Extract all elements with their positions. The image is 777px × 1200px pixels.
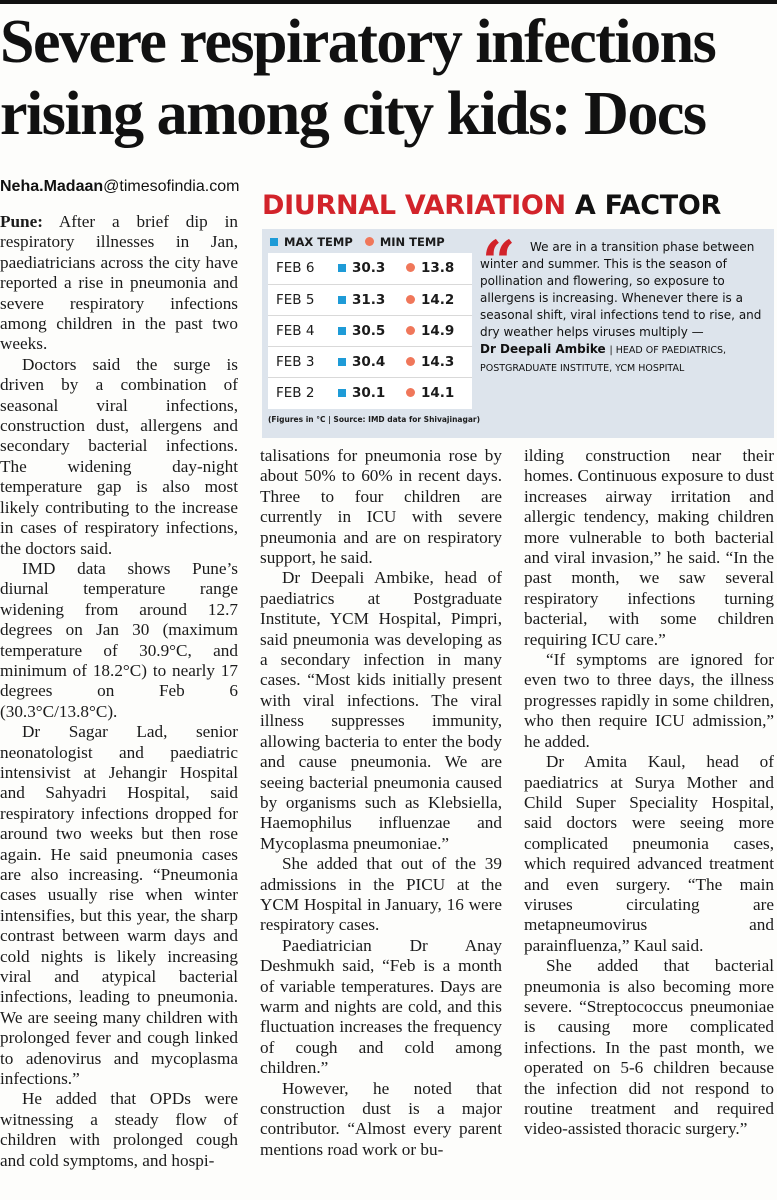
max-temp-value: 31.3 [352, 292, 386, 308]
blue-square-icon [270, 238, 278, 246]
table-row [268, 315, 472, 347]
min-temp-value: 13.8 [421, 260, 455, 276]
blue-square-icon [338, 264, 346, 272]
row-date: FEB 2 [276, 385, 315, 401]
info-box [262, 185, 774, 438]
orange-dot-icon [406, 263, 415, 272]
paragraph: talisations for pneumonia rose by about 50% to 60% in recent days. Three to four children are currently in ICU with severe pneumonia and are on respiratory support, he said. [260, 446, 502, 568]
max-temp-value: 30.4 [352, 354, 386, 370]
max-temp-value: 30.1 [352, 385, 386, 401]
quote-mark-icon: “ [482, 228, 516, 296]
headline: Severe respiratory infections rising among city kids: Docs [0, 8, 716, 148]
blue-square-icon [338, 296, 346, 304]
blue-square-icon [338, 389, 346, 397]
top-rule [0, 0, 777, 4]
quote-text [480, 239, 770, 377]
row-min-temp [406, 292, 454, 308]
table-row [268, 346, 472, 378]
paragraph: She added that out of the 39 admissions in the PICU at the YCM Hospital in January, 16 were respiratory cases. [260, 854, 502, 935]
quote-designation: | HEAD OF PAEDIATRICS, POSTGRADUATE INSTITUTE, YCM HOSPITAL [480, 345, 727, 374]
row-date: FEB 3 [276, 354, 315, 370]
paragraph: However, he noted that construction dust is a major contributor. “Almost every parent mentions road work or bu- [260, 1078, 502, 1159]
row-max-temp [338, 323, 385, 339]
legend-max-label: MAX TEMP [284, 235, 353, 249]
row-min-temp [406, 323, 454, 339]
max-temp-value: 30.3 [352, 260, 386, 276]
info-box-title [262, 185, 774, 227]
row-max-temp [338, 292, 385, 308]
info-box-title-red: DIURNAL VARIATION [262, 190, 566, 221]
paragraph-text: After a brief dip in respiratory illnesses in Jan, paediatricians across the city have reported a rise in pneumonia and severe respiratory infections among children in the past two weeks. [0, 212, 238, 354]
row-min-temp [406, 385, 454, 401]
table-row [268, 253, 472, 284]
paragraph: Dr Deepali Ambike, head of paediatrics at Postgraduate Institute, YCM Hospital, Pimpri, said pneumonia was developing as a secondary infection in many cases. “Most kids initially present with viral infections. The viral illness suppresses immunity, allowing bacteria to enter the body and cause pneumonia. We are seeing bacterial pneumonia caused by organisms such as Klebsiella, Haemophilus influenzae and Mycoplasma pneumoniae.” [260, 568, 502, 853]
paragraph: “If symptoms are ignored for even two to three days, the illness progresses rapidly in some children, who then require ICU admission,” he added. [524, 650, 774, 751]
paragraph: Doctors said the surge is driven by a combination of seasonal viral infections, construction dust, allergens and secondary bacterial infections. The widening day-night temperature gap is also most likely contributing to the increase in cases of respiratory infections, the doctors said. [0, 354, 238, 558]
row-min-temp [406, 354, 454, 370]
info-box-title-black: A FACTOR [574, 190, 722, 221]
quote-body: We are in a transition phase between winter and summer. This is the season of pollination and flowering, so exposure to allergens is increasing. Whenever there is a seasonal shift, viral infections tend to rise, and dry weather helps viruses multiply — [480, 240, 762, 339]
max-temp-value: 30.5 [352, 323, 386, 339]
row-date: FEB 5 [276, 292, 315, 308]
quote-name: Dr Deepali Ambike [480, 342, 606, 356]
table-row [268, 284, 472, 316]
row-min-temp [406, 260, 454, 276]
row-date: FEB 6 [276, 260, 315, 276]
orange-dot-icon [406, 357, 415, 366]
min-temp-value: 14.9 [421, 323, 455, 339]
blue-square-icon [338, 327, 346, 335]
row-max-temp [338, 385, 385, 401]
row-date: FEB 4 [276, 323, 315, 339]
temperature-table [268, 253, 472, 409]
paragraph: Dr Sagar Lad, senior neonatologist and paediatric intensivist at Jehangir Hospital and Sahyadri Hospital, said respiratory infections dropped for around two weeks but then rose again. He said pneumonia cases are also increasing. “Pneumonia cases usually rise when winter intensifies, but this year, the sharp contrast between warm days and cold nights is likely increasing viral and atypical bacterial infections, leading to pneumonia. We are seeing many children with prolonged fever and cough linked to adenovirus and mycoplasma infections.” [0, 722, 238, 1089]
paragraph: She added that bacterial pneumonia is also becoming more severe. “Streptococcus pneumoniae is causing more complicated infections. In the past month, we operated on 5-6 children because the infection did not respond to routine treatment and required video-assisted thoracic surgery.” [524, 956, 774, 1139]
paragraph: Paediatrician Dr Anay Deshmukh said, “Feb is a month of variable temperatures. Days are warm and nights are cold, and this fluctuation increases the frequency of cough and cold among children.” [260, 935, 502, 1078]
paragraph: IMD data shows Pune’s diurnal temperature range widening from around 12.7 degrees on Jan 30 (maximum temperature of 30.9°C, and minimum of 18.2°C) to nearly 17 degrees on Feb 6 (30.3°C/13.8°C). [0, 558, 238, 721]
info-box-panel [262, 229, 774, 438]
orange-dot-icon [406, 388, 415, 397]
byline [0, 178, 250, 196]
byline-domain: @timesofindia.com [103, 178, 240, 195]
legend-min-label: MIN TEMP [379, 235, 445, 249]
min-temp-value: 14.3 [421, 354, 455, 370]
article-column-3 [524, 446, 774, 1198]
orange-dot-icon [365, 237, 374, 246]
article-column-2 [260, 446, 502, 1198]
article-column-1 [0, 212, 238, 1198]
paragraph: ilding construction near their homes. Continuous exposure to dust increases airway irritation and allergic tendency, making children more vulnerable to both bacterial and viral invasion,” he said. “In the past month, we saw several respiratory infections turning bacterial, with some children requiring ICU care.” [524, 446, 774, 649]
paragraph [0, 212, 238, 355]
paragraph: Dr Amita Kaul, head of paediatrics at Surya Mother and Child Super Speciality Hospital, said doctors were seeing more complicated pneumonia cases, which required advanced treatment and even surgery. “The main viruses circulating are metapneumovirus and parainfluenza,” Kaul said. [524, 752, 774, 955]
row-max-temp [338, 354, 385, 370]
min-temp-value: 14.1 [421, 385, 455, 401]
orange-dot-icon [406, 295, 415, 304]
temp-legend [270, 235, 470, 253]
source-note: (Figures in °C | Source: IMD data for Shivajinagar) [268, 415, 481, 424]
min-temp-value: 14.2 [421, 292, 455, 308]
row-max-temp [338, 260, 385, 276]
orange-dot-icon [406, 326, 415, 335]
blue-square-icon [338, 358, 346, 366]
pull-quote [480, 239, 770, 377]
dateline: Pune: [0, 212, 43, 231]
byline-name: Neha.Madaan [0, 178, 104, 195]
paragraph: He added that OPDs were witnessing a steady flow of children with prolonged cough and cold symptoms, and hospi- [0, 1089, 238, 1170]
table-row [268, 377, 472, 409]
